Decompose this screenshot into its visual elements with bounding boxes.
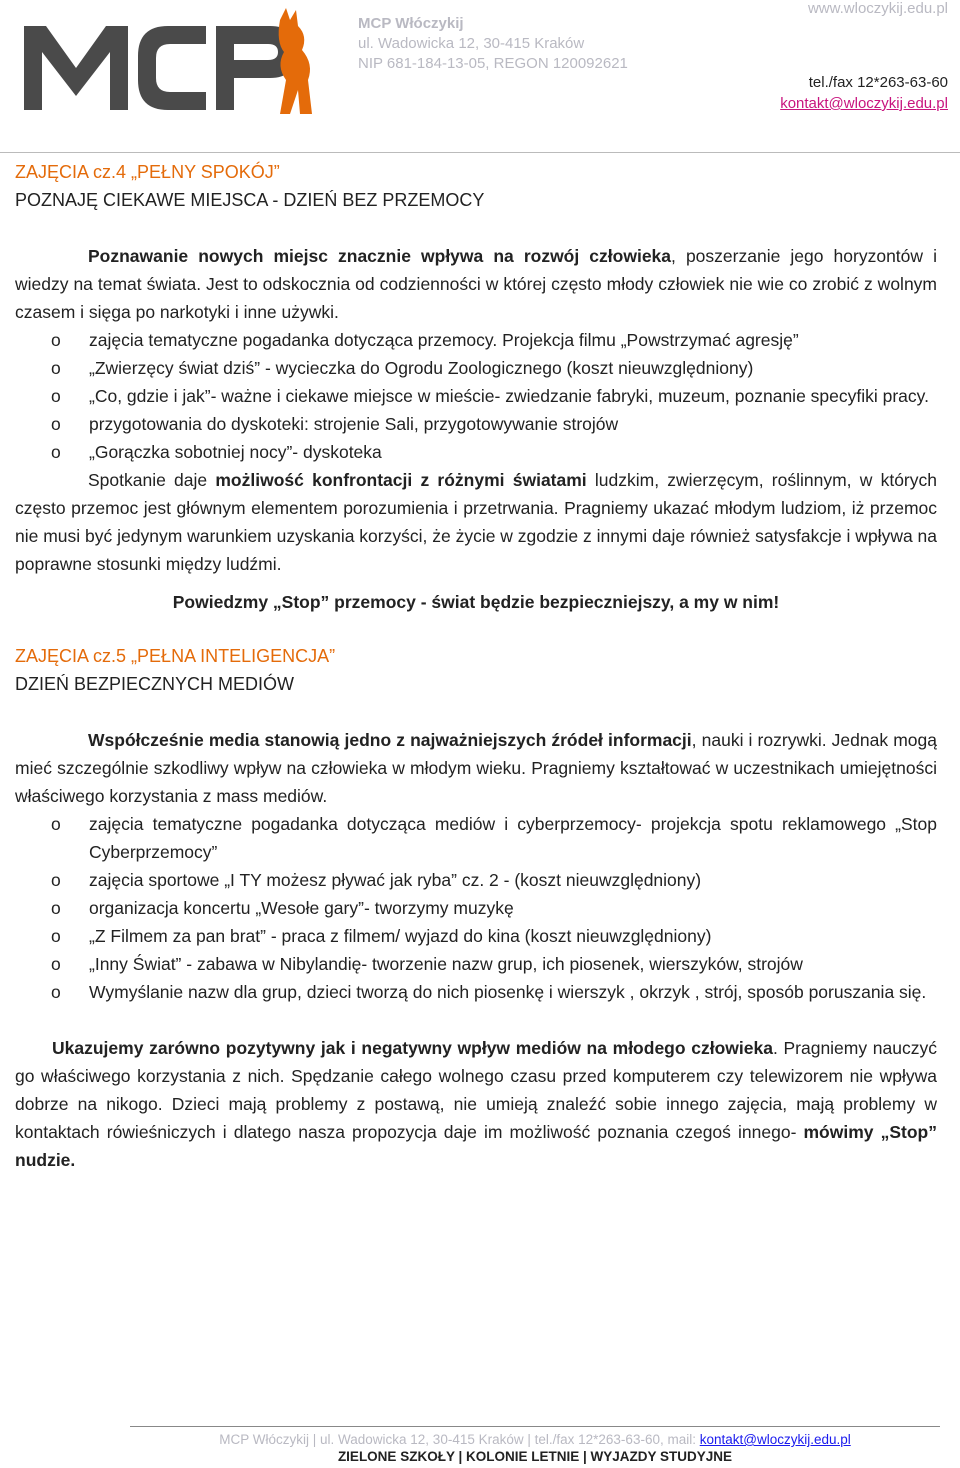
document-body <box>15 158 937 1174</box>
list-item <box>15 438 937 466</box>
page-footer <box>130 1426 940 1465</box>
list-item <box>15 894 937 922</box>
header-divider <box>0 152 960 153</box>
footer-divider <box>130 1426 940 1427</box>
section5-list <box>15 810 937 1006</box>
section4-intro <box>15 242 937 326</box>
company-name: MCP Włóczykij <box>358 15 464 32</box>
list-item-text: Wymyślanie nazw dla grup, dzieci tworzą do nich piosenkę i wierszyk , okrzyk , strój, sposób poruszania się. <box>89 982 927 1002</box>
section5-subtitle: DZIEŃ BEZPIECZNYCH MEDIÓW <box>15 674 295 694</box>
section4-para-bold: możliwość konfrontacji z różnymi światami <box>215 470 587 490</box>
section5-title-theme: „PEŁNA INTELIGENCJA” <box>131 646 336 666</box>
bullet-icon: o <box>51 870 61 890</box>
section4-title-theme: „PEŁNY SPOKÓJ” <box>131 162 280 182</box>
section5-intro-rest: , nauki i rozrywki. Jednak mogą mieć szczególnie szkodliwy wpływ na człowieka w młodym wieku. Pragniemy kształtować w uczestnikach umiejętności właściwego korzystania z mass mediów. <box>15 730 937 806</box>
list-item-text: „Inny Świat” - zabawa w Nibylandię- tworzenie nazw grup, ich piosenek, wierszyków, strojów <box>89 954 803 974</box>
list-item-text: zajęcia sportowe „I TY możesz pływać jak ryba” cz. 2 - (koszt nieuwzględniony) <box>89 870 702 890</box>
bullet-icon: o <box>51 442 61 462</box>
email-link[interactable]: kontakt@wloczykij.edu.pl <box>780 95 948 112</box>
list-item <box>15 922 937 950</box>
section4-list <box>15 326 937 466</box>
bullet-icon: o <box>51 982 61 1002</box>
bullet-icon: o <box>51 926 61 946</box>
list-item <box>15 950 937 978</box>
letterhead <box>0 0 960 150</box>
mcp-logo <box>18 6 318 126</box>
section4-subtitle: POZNAJĘ CIEKAWE MIEJSCA - DZIEŃ BEZ PRZEMOCY <box>15 190 485 210</box>
section5-title <box>15 642 937 670</box>
list-item <box>15 866 937 894</box>
section5-intro-bold: Współcześnie media stanowią jedno z najważniejszych źródeł informacji <box>88 730 692 750</box>
list-item <box>15 382 937 410</box>
section4-title <box>15 158 937 186</box>
list-item <box>15 810 937 866</box>
company-info <box>358 14 628 74</box>
list-item-text: „Gorączka sobotniej nocy”- dyskoteka <box>89 442 382 462</box>
bullet-icon: o <box>51 954 61 974</box>
list-item-text: zajęcia tematyczne pogadanka dotycząca przemocy. Projekcja filmu „Powstrzymać agresję” <box>89 330 799 350</box>
list-item <box>15 978 937 1006</box>
list-item-text: „Co, gdzie i jak”- ważne i ciekawe miejsce w mieście- zwiedzanie fabryki, muzeum, poznanie specyfiki pracy. <box>89 386 929 406</box>
section5-closing <box>15 1034 937 1174</box>
bullet-icon: o <box>51 898 61 918</box>
section4-para-b: ludzkim, zwierzęcym, roślinnym, w których często przemoc jest głównym elementem porozumienia i przetrwania. Pragniemy ukazać młodym ludziom, iż przemoc nie musi być jedynym warunkiem uzyskania korzyści, że życie w zgodzie z innymi daje również satysfakcje i wpływa na poprawne stosunki między ludźmi. <box>15 470 938 574</box>
footer-tagline: ZIELONE SZKOŁY | KOLONIE LETNIE | WYJAZDY STUDYJNE <box>337 1449 733 1464</box>
section5-closing-bold: Ukazujemy zarówno pozytywny jak i negatywny wpływ mediów na młodego człowieka <box>52 1038 773 1058</box>
list-item <box>15 354 937 382</box>
footer-email-link[interactable]: kontakt@wloczykij.edu.pl <box>699 1432 851 1447</box>
list-item-text: „Zwierzęcy świat dziś” - wycieczka do Ogrodu Zoologicznego (koszt nieuwzględniony) <box>89 358 754 378</box>
section4-paragraph <box>15 466 937 578</box>
footer-contact <box>130 1431 940 1448</box>
section4-intro-rest: , poszerzanie jego horyzontów i wiedzy na temat świata. Jest to odskocznia od codzienności w której często młody człowiek nie wie co zrobić z wolnym czasem i sięga po narkotyki i inne używki. <box>15 246 937 322</box>
list-item-text: przygotowania do dyskoteki: strojenie Sali, przygotowywanie strojów <box>89 414 619 434</box>
section4-title-prefix: ZAJĘCIA cz.4 <box>15 162 132 182</box>
section4-slogan: Powiedzmy „Stop” przemocy - świat będzie bezpieczniejszy, a my w nim! <box>172 592 780 612</box>
bullet-icon: o <box>51 358 61 378</box>
section5-title-prefix: ZAJĘCIA cz.5 <box>15 646 132 666</box>
section5-closing-rest: . Pragniemy nauczyć go właściwego korzystania z nich. Spędzanie całego wolnego czasu przed komputerem czy telewizorem nie wpływa dobrze na nikogo. Dzieci mają problemy z postawą, nie umieją znaleźć sobie innego zajęcia, mają problemy w kontaktach rówieśniczych i dlatego nasza propozycja daje im możliwość poznania czegoś innego- <box>15 1038 937 1142</box>
phone-number: tel./fax 12*263-63-60 <box>808 74 948 91</box>
section5-intro <box>15 726 937 810</box>
contact-block <box>780 72 948 114</box>
list-item-text: zajęcia tematyczne pogadanka dotycząca mediów i cyberprzemocy- projekcja spotu reklamowego „Stop Cyberprzemocy” <box>89 814 937 862</box>
list-item-text: „Z Filmem za pan brat” - praca z filmem/ wyjazd do kina (koszt nieuwzględniony) <box>89 926 712 946</box>
list-item <box>15 410 937 438</box>
bullet-icon: o <box>51 414 61 434</box>
list-item <box>15 326 937 354</box>
bullet-icon: o <box>51 386 61 406</box>
section4-para-a: Spotkanie daje <box>88 470 216 490</box>
footer-contact-text: MCP Włóczykij | ul. Wadowicka 12, 30-415 Kraków | tel./fax 12*263-63-60, mail: <box>219 1432 700 1447</box>
company-address: ul. Wadowicka 12, 30-415 Kraków <box>358 35 585 52</box>
list-item-text: organizacja koncertu „Wesołe gary”- tworzymy muzykę <box>89 898 514 918</box>
section4-intro-bold: Poznawanie nowych miejsc znacznie wpływa na rozwój człowieka <box>88 246 672 266</box>
bullet-icon: o <box>51 814 61 834</box>
section5-closing-end: mówimy „Stop” nudzie. <box>15 1122 937 1170</box>
company-nip: NIP 681-184-13-05, REGON 120092621 <box>358 55 628 72</box>
website-link[interactable]: www.wloczykij.edu.pl <box>807 0 948 17</box>
bullet-icon: o <box>51 330 61 350</box>
